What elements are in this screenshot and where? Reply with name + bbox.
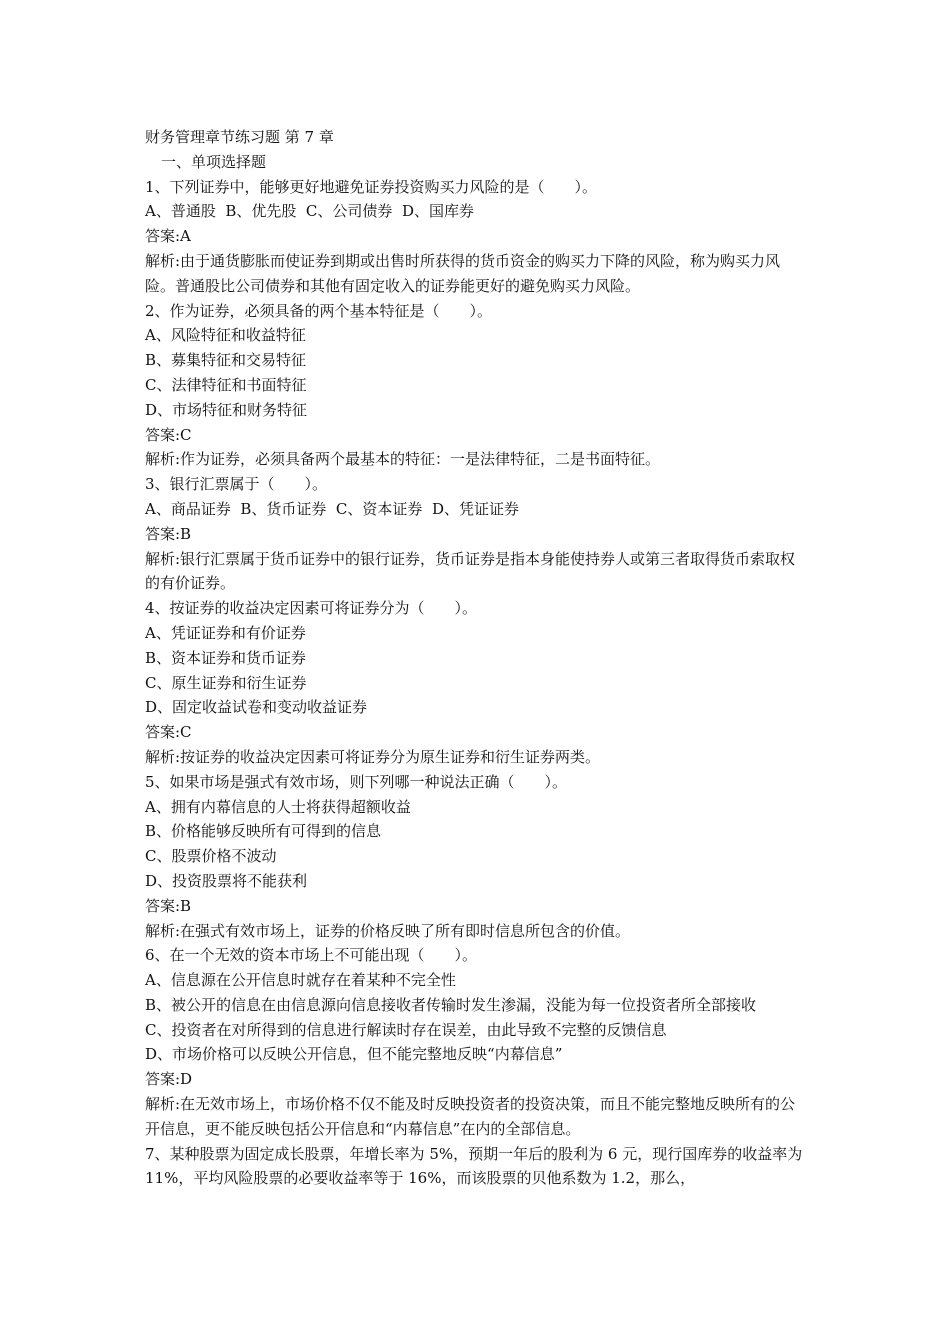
question-2-analysis: 解析:作为证券，必须具备两个最基本的特征：一是法律特征，二是书面特征。	[145, 450, 661, 469]
question-1: 1、下列证券中，能够更好地避免证券投资购买力风险的是（ ）。	[145, 177, 598, 196]
question-5-option-c: C、股票价格不波动	[145, 847, 277, 866]
question-5-option-d: D、投资股票将不能获利	[145, 871, 308, 890]
question-6-option-a: A、信息源在公开信息时就存在着某种不完全性	[145, 971, 456, 990]
question-7: 7、某种股票为固定成长股票，年增长率为 5%，预期一年后的股利为 6 元，现行国库券的收益率为 11%，平均风险股票的必要收益率等于 16%，而该股票的贝他系数为 1.2，那么，	[145, 1144, 807, 1188]
question-4-answer: 答案:C	[145, 723, 192, 742]
question-3-options: A、商品证券 B、货币证券 C、资本证券 D、凭证证券	[145, 499, 519, 518]
question-1-answer: 答案:A	[145, 227, 191, 246]
question-3-analysis: 解析:银行汇票属于货币证券中的银行证券，货币证券是指本身能使持券人或第三者取得货币索取权的有价证券。	[145, 549, 796, 593]
question-2-option-a: A、风险特征和收益特征	[145, 326, 306, 345]
question-4-option-d: D、固定收益试卷和变动收益证券	[145, 698, 368, 717]
question-2-option-d: D、市场特征和财务特征	[145, 400, 308, 419]
question-6-analysis: 解析:在无效市场上，市场价格不仅不能及时反映投资者的投资决策，而且不能完整地反映所有的公开信息，更不能反映包括公开信息和“内幕信息”在内的全部信息。	[145, 1095, 796, 1138]
question-5: 5、如果市场是强式有效市场，则下列哪一种说法正确（ ）。	[145, 772, 568, 791]
question-2-option-c: C、法律特征和书面特征	[145, 375, 307, 394]
question-5-option-a: A、拥有内幕信息的人士将获得超额收益	[145, 797, 411, 816]
question-4-option-b: B、资本证券和货币证券	[145, 648, 307, 667]
question-5-analysis: 解析:在强式有效市场上，证券的价格反映了所有即时信息所包含的价值。	[145, 921, 631, 940]
section-heading: 一、单项选择题	[161, 152, 267, 171]
question-5-answer: 答案:B	[145, 896, 192, 915]
question-4-analysis: 解析:按证券的收益决定因素可将证券分为原生证券和衍生证券两类。	[145, 747, 601, 766]
question-6-option-d: D、市场价格可以反映公开信息，但不能完整地反映“内幕信息”	[145, 1045, 563, 1064]
document-title: 财务管理章节练习题 第 7 章	[145, 128, 334, 146]
question-5-option-b: B、价格能够反映所有可得到的信息	[145, 822, 382, 841]
document-page	[145, 125, 810, 1191]
question-4: 4、按证券的收益决定因素可将证券分为（ ）。	[145, 599, 478, 618]
question-3-answer: 答案:B	[145, 524, 192, 543]
question-4-option-a: A、凭证证券和有价证券	[145, 623, 306, 642]
question-2: 2、作为证券，必须具备的两个基本特征是（ ）。	[145, 301, 493, 320]
question-2-option-b: B、募集特征和交易特征	[145, 351, 307, 370]
question-6-option-b: B、被公开的信息在由信息源向信息接收者传输时发生渗漏，没能为每一位投资者所全部接收	[145, 995, 757, 1014]
question-1-analysis: 解析:由于通货膨胀而使证券到期或出售时所获得的货币资金的购买力下降的风险，称为购买力风险。普通股比公司债券和其他有固定收入的证券能更好的避免购买力风险。	[145, 251, 781, 295]
question-1-options: A、普通股 B、优先股 C、公司债券 D、国库券	[145, 202, 474, 221]
question-3: 3、银行汇票属于（ ）。	[145, 475, 328, 494]
question-6-answer: 答案:D	[145, 1070, 193, 1089]
question-6: 6、在一个无效的资本市场上不可能出现（ ）。	[145, 946, 478, 965]
question-6-option-c: C、投资者在对所得到的信息进行解读时存在误差，由此导致不完整的反馈信息	[145, 1020, 667, 1039]
question-4-option-c: C、原生证券和衍生证券	[145, 673, 307, 692]
question-2-answer: 答案:C	[145, 425, 192, 444]
